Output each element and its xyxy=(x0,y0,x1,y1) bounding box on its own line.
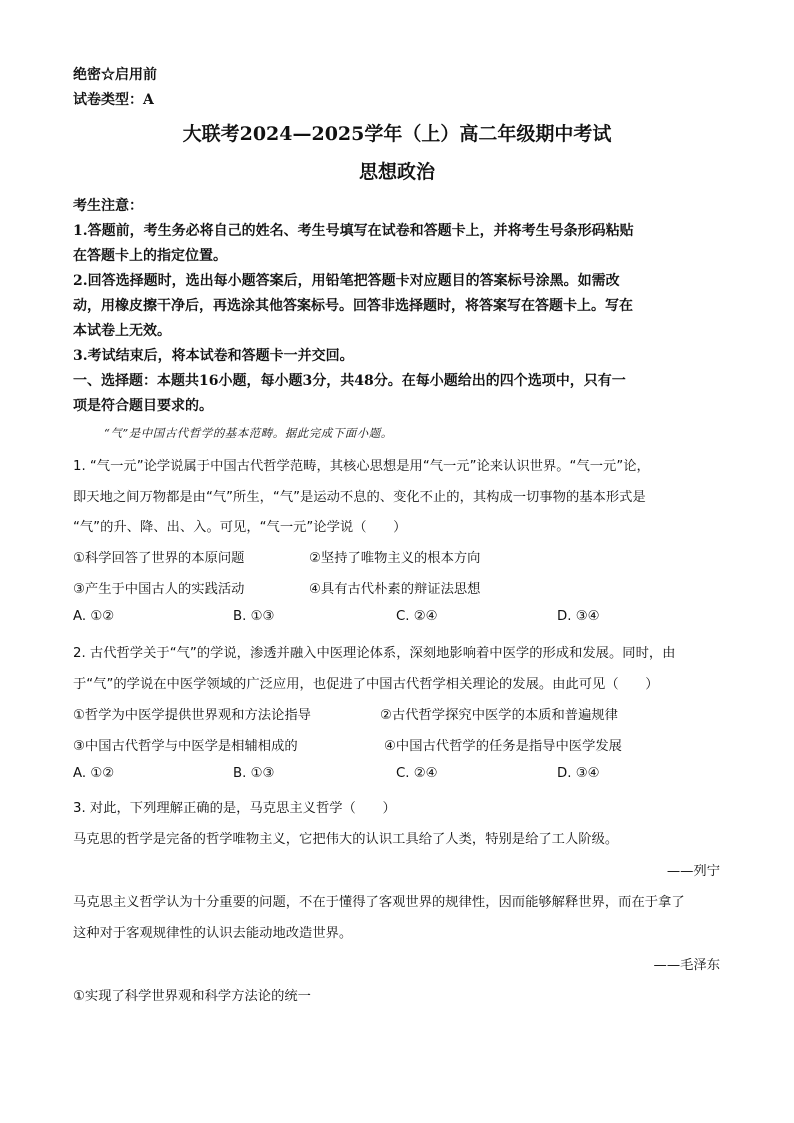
q1-statement-3: ③产生于中国古人的实践活动 xyxy=(73,582,245,597)
q1-stem-line-b: 即天地之间万物都是由“气”所生，“气”是运动不息的、变化不止的，其构成一切事物的基本形式是 xyxy=(73,490,646,505)
q1-stem-line-c: “气”的升、降、出、入。可见，“气一元”论学说（ ） xyxy=(73,520,407,535)
q1-statement-1: ①科学回答了世界的本原问题 xyxy=(73,551,245,566)
notice-line-1a: 1.答题前，考生务必将自己的姓名、考生号填写在试卷和答题卡上，并将考生号条形码粘贴 xyxy=(73,223,634,239)
q2-option-a[interactable]: A. ①② xyxy=(73,766,115,781)
q2-stem-line-a: 2. 古代哲学关于“气”的学说，渗透并融入中医理论体系，深刻地影响着中医学的形成和发展。同时，由 xyxy=(73,646,676,661)
notice-line-2b: 动，用橡皮擦干净后，再选涂其他答案标号。回答非选择题时，将答案写在答题卡上。写在 xyxy=(73,298,633,314)
q3-quote-mao-b: 这种对于客观规律性的认识去能动地改造世界。 xyxy=(73,926,353,941)
notice-line-2c: 本试卷上无效。 xyxy=(73,323,171,339)
q1-option-c[interactable]: C. ②④ xyxy=(396,609,438,624)
section-heading-b: 项是符合题目要求的。 xyxy=(73,398,213,414)
q2-stem-line-b: 于“气”的学说在中医学领域的广泛应用，也促进了中国古代哲学相关理论的发展。由此可见（ ） xyxy=(73,677,659,692)
q1-option-d[interactable]: D. ③④ xyxy=(557,609,600,624)
paper-type: 试卷类型：A xyxy=(73,92,154,108)
material-intro: “气”是中国古代哲学的基本范畴。据此完成下面小题。 xyxy=(104,426,393,440)
q2-statement-3: ③中国古代哲学与中医学是相辅相成的 xyxy=(73,739,298,754)
q2-statement-1: ①哲学为中医学提供世界观和方法论指导 xyxy=(73,708,311,723)
q3-quote-mao-a: 马克思主义哲学认为十分重要的问题，不在于懂得了客观世界的规律性，因而能够解释世界，而在于拿了 xyxy=(73,895,685,910)
confidential-mark: 绝密☆启用前 xyxy=(73,67,157,83)
q3-stem: 3. 对此，下列理解正确的是，马克思主义哲学（ ） xyxy=(73,801,396,816)
q3-statement-1: ①实现了科学世界观和科学方法论的统一 xyxy=(73,989,311,1004)
section-heading-a: 一、选择题：本题共16小题，每小题3分，共48分。在每小题给出的四个选项中，只有一 xyxy=(73,373,626,389)
q2-option-d[interactable]: D. ③④ xyxy=(557,766,600,781)
notice-line-2a: 2.回答选择题时，选出每小题答案后，用铅笔把答题卡对应题目的答案标号涂黑。如需改 xyxy=(73,273,620,289)
q2-statement-2: ②古代哲学探究中医学的本质和普遍规律 xyxy=(380,708,618,723)
q1-statement-2: ②坚持了唯物主义的根本方向 xyxy=(309,551,481,566)
q1-stem-line-a: 1. “气一元”论学说属于中国古代哲学范畴，其核心思想是用“气一元”论来认识世界。“气一元”论， xyxy=(73,459,650,474)
q2-statement-4: ④中国古代哲学的任务是指导中医学发展 xyxy=(384,739,622,754)
notice-line-1b: 在答题卡上的指定位置。 xyxy=(73,248,227,264)
q3-quote-lenin: 马克思的哲学是完备的哲学唯物主义，它把伟大的认识工具给了人类，特别是给了工人阶级。 xyxy=(73,832,619,847)
q3-attribution-lenin: ——列宁 xyxy=(666,864,720,879)
notice-line-3: 3.考试结束后，将本试卷和答题卡一并交回。 xyxy=(73,348,354,364)
notice-heading: 考生注意： xyxy=(73,198,143,214)
q2-option-b[interactable]: B. ①③ xyxy=(233,766,275,781)
q3-attribution-mao: ——毛泽东 xyxy=(653,958,720,973)
exam-title: 大联考2024—2025学年（上）高二年级期中考试 xyxy=(182,123,612,145)
q1-statement-4: ④具有古代朴素的辩证法思想 xyxy=(309,582,481,597)
q1-option-a[interactable]: A. ①② xyxy=(73,609,115,624)
q2-option-c[interactable]: C. ②④ xyxy=(396,766,438,781)
q1-option-b[interactable]: B. ①③ xyxy=(233,609,275,624)
subject-title: 思想政治 xyxy=(358,161,435,183)
